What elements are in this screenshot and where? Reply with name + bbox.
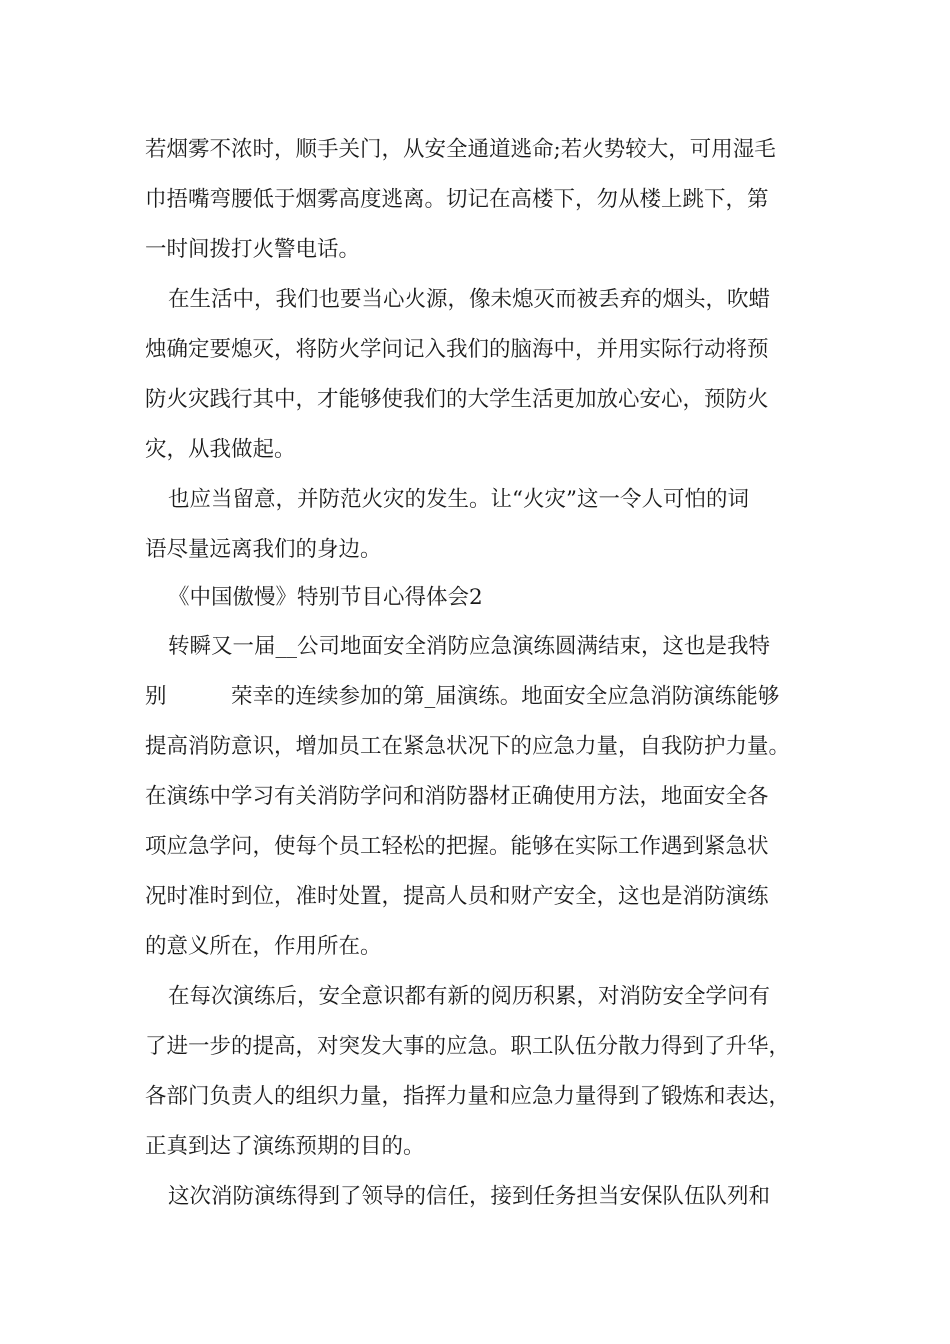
text-line: 况时准时到位，准时处置，提高人员和财产安全，这也是消防演练 xyxy=(145,884,769,909)
text-line: 语尽量远离我们的身边。 xyxy=(145,537,382,562)
text-line: 烛确定要熄灭，将防火学问记入我们的脑海中，并用实际行动将预 xyxy=(145,337,769,362)
text-line: 项应急学问，使每个员工轻松的把握。能够在实际工作遇到紧急状 xyxy=(145,834,769,859)
text-line: 正真到达了演练预期的目的。 xyxy=(145,1134,425,1159)
text-line: 防火灾践行其中，才能够使我们的大学生活更加放心安心，预防火 xyxy=(145,387,769,412)
text-line: 也应当留意，并防范火灾的发生。让“火灾”这一令人可怕的词 xyxy=(168,487,749,512)
text-line: 一时间拨打火警电话。 xyxy=(145,237,361,262)
text-line: 别 荣幸的连续参加的第_届演练。地面安全应急消防演练能够 xyxy=(145,684,780,709)
text-line: 在演练中学习有关消防学问和消防器材正确使用方法，地面安全各 xyxy=(145,784,769,809)
text-line: 的意义所在，作用所在。 xyxy=(145,934,382,959)
text-line: 巾捂嘴弯腰低于烟雾高度逃离。切记在高楼下，勿从楼上跳下，第 xyxy=(145,187,769,212)
text-line: 转瞬又一届__公司地面安全消防应急演练圆满结束，这也是我特 xyxy=(168,634,771,659)
section-heading: 《中国傲慢》特别节目心得体会2 xyxy=(168,585,483,610)
text-line: 若烟雾不浓时，顺手关门，从安全通道逃命;若火势较大，可用湿毛 xyxy=(145,137,776,162)
text-line: 提高消防意识，增加员工在紧急状况下的应急力量，自我防护力量。 xyxy=(145,734,791,759)
text-line: 灾，从我做起。 xyxy=(145,437,296,462)
text-line: 在每次演练后，安全意识都有新的阅历积累，对消防安全学问有 xyxy=(168,984,771,1009)
text-line: 各部门负责人的组织力量，指挥力量和应急力量得到了锻炼和表达， xyxy=(145,1084,791,1109)
text-line: 了进一步的提高，对突发大事的应急。职工队伍分散力得到了升华， xyxy=(145,1034,791,1059)
text-line: 在生活中，我们也要当心火源，像未熄灭而被丢弃的烟头，吹蜡 xyxy=(168,287,771,312)
text-line: 这次消防演练得到了领导的信任，接到任务担当安保队伍队列和 xyxy=(168,1184,771,1209)
